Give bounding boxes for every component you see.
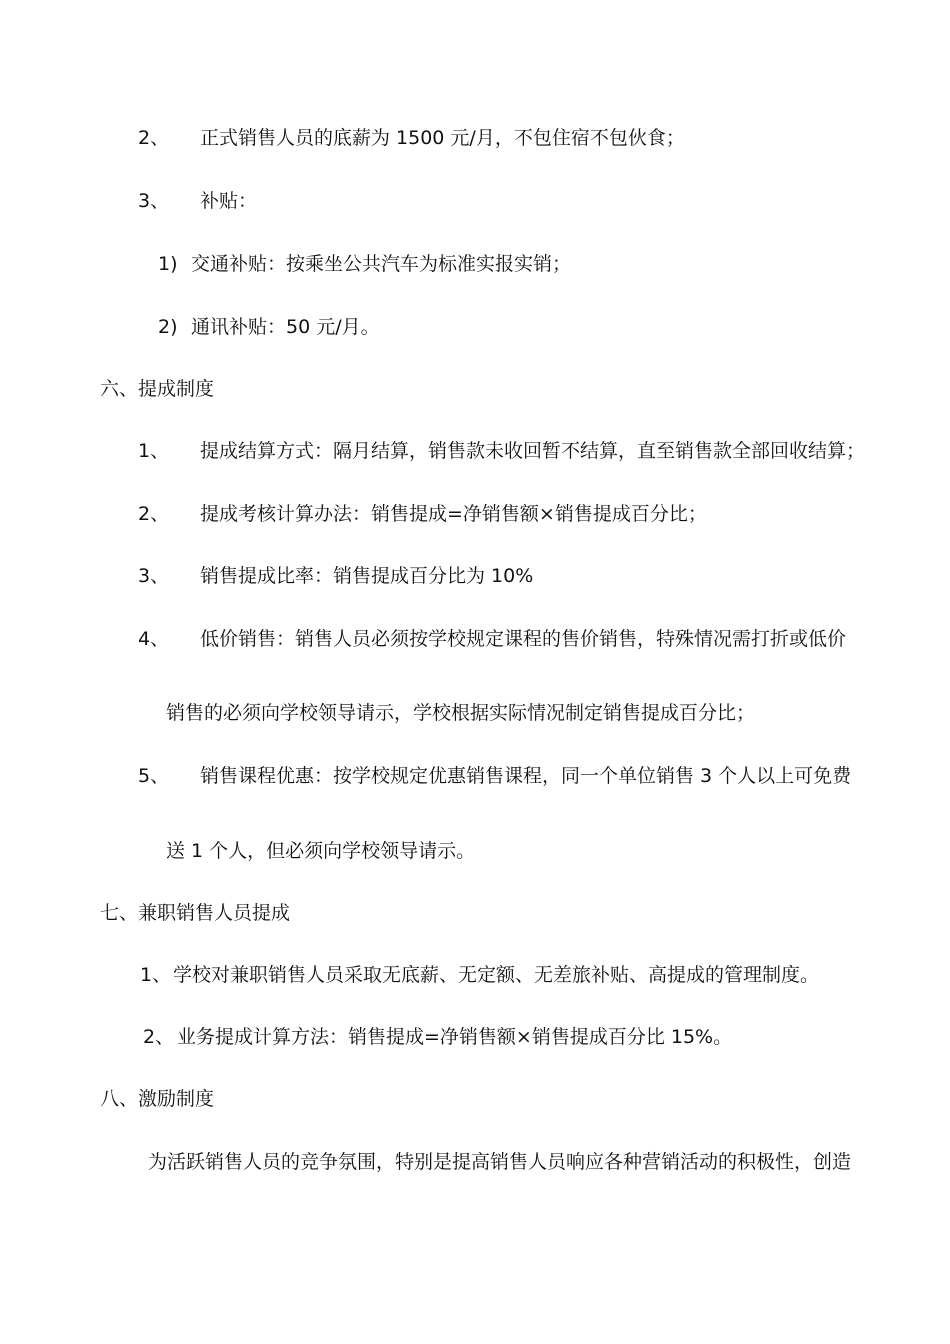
list-item-text: 提成结算方式：隔月结算，销售款未收回暂不结算，直至销售款全部回收结算； [200, 440, 866, 462]
list-item-continuation: 销售的必须向学校领导请示，学校根据实际情况制定销售提成百分比； [166, 702, 756, 724]
list-item-text: 销售提成比率：销售提成百分比为 10% [200, 565, 534, 587]
paragraph-text: 为活跃销售人员的竞争氛围，特别是提高销售人员响应各种营销活动的积极性，创造 [148, 1151, 852, 1173]
list-number: 4、 [138, 628, 170, 650]
list-item-text: 提成考核计算办法：销售提成=净销售额×销售提成百分比； [200, 503, 707, 525]
list-number: 2、 [138, 503, 170, 525]
list-number: 3、 [138, 565, 170, 587]
section-heading: 六、提成制度 [100, 378, 215, 400]
list-number: 5、 [138, 765, 170, 787]
list-item-text: 正式销售人员的底薪为 1500 元/月，不包住宿不包伙食； [200, 127, 685, 149]
sub-list-item-text: 通讯补贴：50 元/月。 [191, 316, 380, 338]
list-number: 2、 [143, 1026, 175, 1048]
sub-list-number: 2) [158, 316, 178, 338]
list-item-continuation: 送 1 个人，但必须向学校领导请示。 [166, 840, 476, 862]
sub-list-number: 1) [158, 253, 178, 275]
list-item-text: 补贴： [200, 190, 258, 212]
list-number: 1、 [140, 964, 172, 986]
list-number: 3、 [138, 190, 170, 212]
list-number: 1、 [138, 440, 170, 462]
list-item-text: 低价销售：销售人员必须按学校规定课程的售价销售，特殊情况需打折或低价 [200, 628, 847, 650]
list-number: 2、 [138, 127, 170, 149]
list-item-text: 学校对兼职销售人员采取无底薪、无定额、无差旅补贴、高提成的管理制度。 [173, 964, 820, 986]
list-item-text: 销售课程优惠：按学校规定优惠销售课程，同一个单位销售 3 个人以上可免费 [200, 765, 852, 787]
section-heading: 八、激励制度 [100, 1088, 215, 1110]
sub-list-item-text: 交通补贴：按乘坐公共汽车为标准实报实销； [191, 253, 572, 275]
list-item-text: 业务提成计算方法：销售提成=净销售额×销售提成百分比 15%。 [177, 1026, 733, 1048]
section-heading: 七、兼职销售人员提成 [100, 902, 291, 924]
